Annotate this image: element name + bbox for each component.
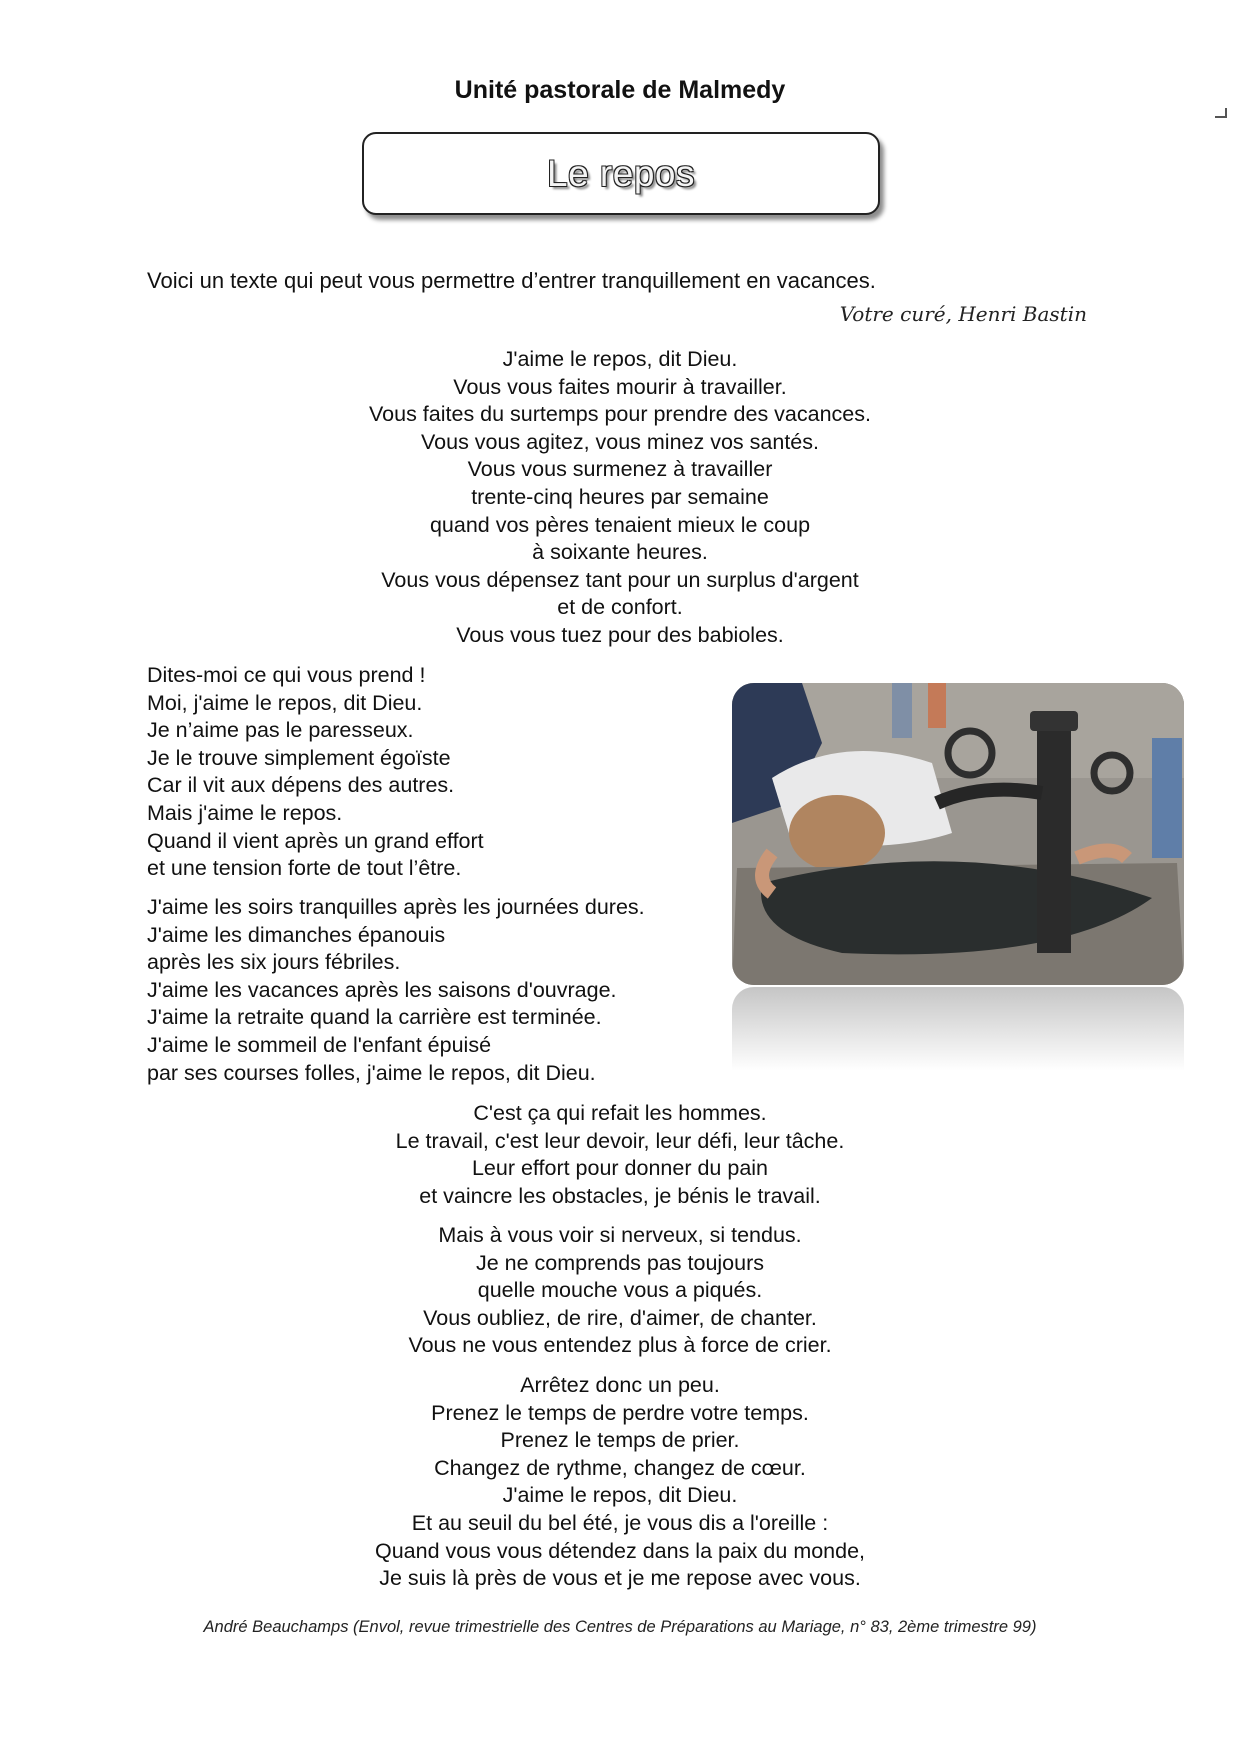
poem-line: J'aime les vacances après les saisons d'ouvrage.: [147, 977, 617, 1002]
poem-line: Arrêtez donc un peu.: [520, 1373, 720, 1397]
poem-line: Vous ne vous entendez plus à force de crier.: [408, 1333, 832, 1358]
poem-line: Mais à vous voir si nerveux, si tendus.: [438, 1223, 802, 1247]
poem-line: Mais j'aime le repos.: [147, 800, 343, 825]
poem-line: C'est ça qui refait les hommes.: [473, 1101, 767, 1125]
poem-line: quand vos pères tenaient mieux le coup: [429, 512, 811, 537]
stanza-2: [147, 662, 484, 883]
poem-line: trente-cinq heures par semaine: [471, 484, 769, 509]
poem-line: Vous faites du surtemps pour prendre des vacances.: [369, 402, 871, 427]
poem-line: Prenez le temps de prier.: [500, 1428, 740, 1453]
poem-line: Car il vit aux dépens des autres.: [147, 773, 455, 798]
poem-line: et une tension forte de tout l’être.: [147, 856, 462, 881]
poem-line: J'aime le sommeil de l'enfant épuisé: [147, 1032, 492, 1057]
poem-line: J'aime la retraite quand la carrière est terminée.: [147, 1005, 602, 1030]
poem-line: Vous vous dépensez tant pour un surplus d'argent: [381, 567, 859, 592]
fountain-photo: [732, 683, 1184, 985]
poem-line: Vous vous tuez pour des babioles.: [456, 622, 784, 647]
page-title: Le repos: [547, 152, 695, 194]
poem-line: Dites-moi ce qui vous prend !: [147, 663, 426, 687]
poem-line: et vaincre les obstacles, je bénis le travail.: [419, 1183, 821, 1208]
photo-reflection: [732, 987, 1184, 1071]
citation: André Beauchamps (Envol, revue trimestrielle des Centres de Préparations au Mariage, n° 83, 2ème trimestre 99): [203, 1618, 1037, 1636]
poem-line: Je n’aime pas le paresseux.: [147, 718, 414, 743]
poem-line: J'aime le repos, dit Dieu.: [502, 347, 738, 371]
poem-line: Vous oubliez, de rire, d'aimer, de chanter.: [423, 1305, 817, 1330]
poem-line: Vous vous surmenez à travailler: [467, 457, 773, 482]
intro-text: Voici un texte qui peut vous permettre d’entrer tranquillement en vacances.: [147, 268, 876, 293]
poem-line: Quand vous vous détendez dans la paix du monde,: [374, 1538, 866, 1563]
title-box: [362, 132, 880, 215]
poem-line: Leur effort pour donner du pain: [471, 1156, 769, 1181]
poem-line: et de confort.: [557, 595, 683, 620]
poem-line: Je suis là près de vous et je me repose avec vous.: [379, 1566, 861, 1591]
photo-illustration: [732, 683, 1184, 985]
poem-line: J'aime les soirs tranquilles après les journées dures.: [147, 895, 645, 919]
poem-line: quelle mouche vous a piqués.: [477, 1278, 763, 1303]
signature: Votre curé, Henri Bastin: [839, 302, 1087, 326]
poem-line: à soixante heures.: [532, 540, 708, 565]
stanza-5: [0, 1222, 1240, 1360]
stanza-6: [0, 1372, 1240, 1593]
stanza-3: [147, 894, 645, 1087]
poem-line: Et au seuil du bel été, je vous dis a l'oreille :: [411, 1510, 829, 1535]
poem-line: Prenez le temps de perdre votre temps.: [431, 1400, 809, 1425]
stanza-1: [0, 346, 1240, 650]
poem-line: Changez de rythme, changez de cœur.: [434, 1455, 806, 1480]
poem-line: Je le trouve simplement égoïste: [147, 745, 451, 770]
poem-line: J'aime les dimanches épanouis: [147, 922, 446, 947]
poem-line: Je ne comprends pas toujours: [475, 1250, 765, 1275]
poem-line: Vous vous agitez, vous minez vos santés.: [421, 429, 819, 454]
poem-line: Le travail, c'est leur devoir, leur défi, leur tâche.: [395, 1128, 845, 1153]
poem-line: Vous vous faites mourir à travailler.: [453, 374, 787, 399]
poem-line: après les six jours fébriles.: [147, 950, 401, 975]
stanza-4: [0, 1100, 1240, 1210]
poem-line: Quand il vient après un grand effort: [147, 828, 484, 853]
organization-heading: Unité pastorale de Malmedy: [454, 76, 786, 104]
poem-line: J'aime le repos, dit Dieu.: [502, 1483, 738, 1508]
corner-mark: [1215, 108, 1227, 118]
poem-line: par ses courses folles, j'aime le repos, dit Dieu.: [147, 1060, 596, 1085]
poem-line: Moi, j'aime le repos, dit Dieu.: [147, 690, 423, 715]
